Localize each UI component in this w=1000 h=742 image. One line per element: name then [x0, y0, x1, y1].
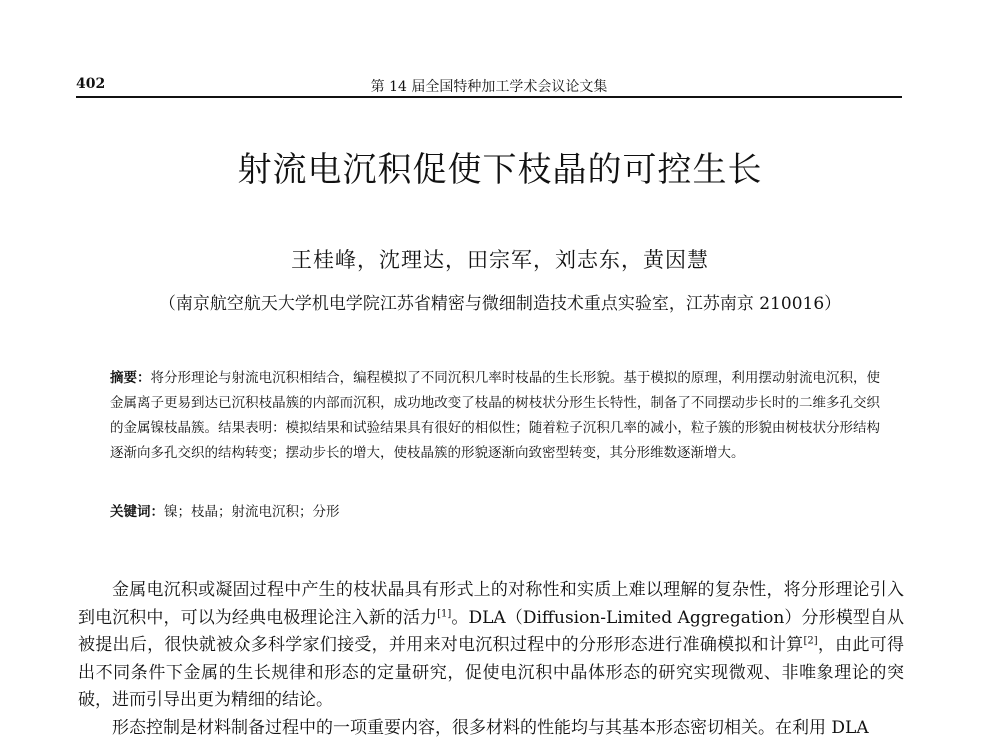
citation-ref-1: [1] — [437, 608, 451, 619]
body-text — [78, 577, 904, 742]
keywords — [110, 500, 880, 525]
body-text-segment: 。DLA（Diffusion-Limited Aggregation）分形模型自从被提出后，很快就被众多科学家们接受，并用来对电沉积过程中的分形形态进行准确模拟和计算 — [78, 608, 904, 656]
affiliation: （南京航空航天大学机电学院江苏省精密与微细制造技术重点实验室，江苏南京 210016） — [0, 289, 1000, 314]
page-number: 402 — [76, 76, 105, 92]
abstract-text: 将分形理论与射流电沉积相结合，编程模拟了不同沉积几率时枝晶的生长形貌。基于模拟的原理，利用摆动射流电沉积，使金属离子更易到达已沉积枝晶簇的内部而沉积，成功地改变了枝晶的树枝状分形生长特性，制备了不同摆动步长时的二维多孔交织的金属镍枝晶簇。结果表明：模拟结果和试验结果具有很好的相似性；随着粒子沉积几率的减小，粒子簇的形貌由树枝状分形结构逐渐向多孔交织的结构转变；摆动步长的增大，使枝晶簇的形貌逐渐向致密型转变，其分形维数逐渐增大。 — [110, 370, 880, 461]
author-list: 王桂峰，沈理达，田宗军，刘志东，黄因慧 — [0, 244, 1000, 274]
paper-title: 射流电沉积促使下枝晶的可控生长 — [0, 142, 1000, 191]
body-paragraph-1 — [78, 577, 904, 715]
abstract — [110, 366, 880, 466]
citation-ref-2: [2] — [803, 635, 817, 646]
abstract-label: 摘要： — [110, 370, 151, 386]
body-paragraph-2: 形态控制是材料制备过程中的一项重要内容，很多材料的性能均与其基本形态密切相关。在利用 DLA — [78, 715, 904, 742]
keywords-text: 镍；枝晶；射流电沉积；分形 — [164, 504, 340, 520]
keywords-label: 关键词： — [110, 504, 164, 520]
body-text-segment: 金属电沉积或凝固过程中产生的枝状晶具有形式上的对称性和实质上难以理解的复杂性，将分形理论引入到电沉积中，可以为经典电极理论注入新的活力 — [78, 580, 904, 628]
journal-name: 第 14 届全国特种加工学术会议论文集 — [76, 76, 902, 96]
running-header — [76, 74, 902, 98]
body-text-segment: ，由此可得出不同条件下金属的生长规律和形态的定量研究，促使电沉积中晶体形态的研究实现微观、非唯象理论的突破，进而引导出更为精细的结论。 — [78, 635, 904, 710]
